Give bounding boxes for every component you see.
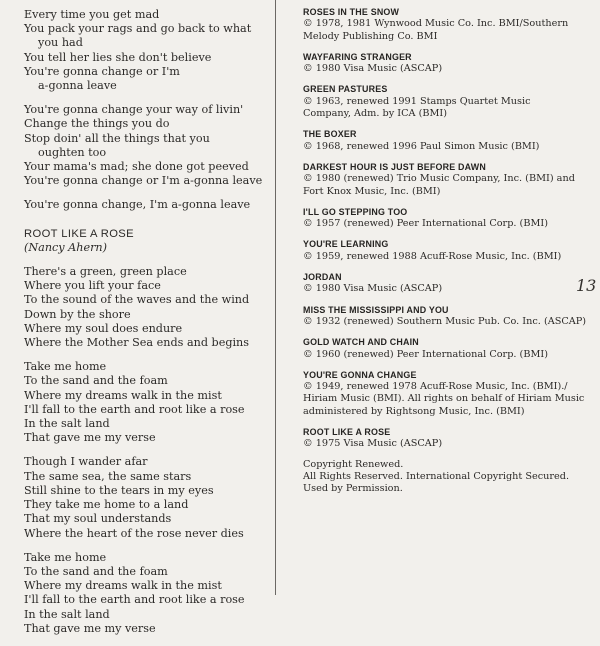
lyric-line: I'll fall to the earth and root like a rose bbox=[24, 402, 245, 416]
stanza bbox=[24, 360, 274, 445]
credit-line: © 1963, renewed 1991 Stamps Quartet Music bbox=[303, 95, 531, 107]
credit-title: ROOT LIKE A ROSE bbox=[303, 427, 391, 438]
stanza bbox=[24, 8, 274, 93]
credit-entry bbox=[303, 83, 585, 120]
lyric-line: Where my dreams walk in the mist bbox=[24, 579, 222, 593]
credit-line: © 1960 (renewed) Peer International Corp. (BMI) bbox=[303, 348, 548, 360]
credit-line: Melody Publishing Co. BMI bbox=[303, 30, 438, 42]
lyric-line: You tell her lies she don't believe bbox=[24, 50, 212, 64]
credit-entry bbox=[303, 161, 585, 198]
lyric-line: a-gonna leave bbox=[38, 79, 117, 93]
credit-line: Hiriam Music (BMI). All rights on behalf of Hiriam Music bbox=[303, 393, 585, 405]
song-title: ROOT LIKE A ROSE bbox=[24, 227, 135, 240]
credit-line: © 1932 (renewed) Southern Music Pub. Co. Inc. (ASCAP) bbox=[303, 315, 587, 327]
credit-title: YOU'RE LEARNING bbox=[303, 239, 389, 250]
credit-entry bbox=[303, 336, 585, 361]
lyric-line: You're gonna change, I'm a-gonna leave bbox=[24, 198, 251, 212]
lyric-line: You're gonna change your way of livin' bbox=[24, 103, 244, 117]
lyric-line: Stop doin' all the things that you bbox=[24, 131, 210, 145]
credits-list bbox=[303, 6, 585, 451]
lyric-line: you had bbox=[38, 36, 83, 50]
lyric-line: Take me home bbox=[24, 550, 107, 564]
credit-title: GOLD WATCH AND CHAIN bbox=[303, 337, 419, 348]
credit-line: © 1968, renewed 1996 Paul Simon Music (BMI) bbox=[303, 140, 540, 152]
copyright-line: All Rights Reserved. International Copyright Secured. bbox=[303, 470, 570, 482]
credit-title: ROSES IN THE SNOW bbox=[303, 7, 400, 17]
credit-entry bbox=[303, 128, 585, 153]
column-divider bbox=[275, 0, 276, 595]
credit-line: © 1959, renewed 1988 Acuff-Rose Music, Inc. (BMI) bbox=[303, 250, 562, 262]
stanza bbox=[24, 455, 274, 540]
lyric-line: They take me home to a land bbox=[24, 498, 189, 512]
lyric-line: In the salt land bbox=[24, 607, 110, 621]
lyric-line: Your mama's mad; she done got peeved bbox=[24, 160, 249, 174]
credit-title: JORDAN bbox=[303, 272, 342, 283]
credit-entry bbox=[303, 426, 585, 451]
lyric-line: Where my dreams walk in the mist bbox=[24, 388, 222, 402]
credit-title: WAYFARING STRANGER bbox=[303, 51, 412, 62]
credit-title: THE BOXER bbox=[303, 129, 357, 140]
credit-line: © 1980 Visa Music (ASCAP) bbox=[303, 283, 443, 295]
lyric-line: Where the heart of the rose never dies bbox=[24, 526, 244, 540]
lyric-line: I'll fall to the earth and root like a rose bbox=[24, 593, 245, 607]
lyric-line: That gave me my verse bbox=[24, 621, 156, 635]
credit-entry bbox=[303, 6, 585, 43]
lyric-line: Down by the shore bbox=[24, 307, 131, 321]
credit-line: © 1975 Visa Music (ASCAP) bbox=[303, 438, 443, 450]
copyright-note bbox=[303, 459, 585, 496]
lyric-line: Where my soul does endure bbox=[24, 321, 183, 335]
credit-line: © 1980 (renewed) Trio Music Company, Inc. (BMI) and bbox=[303, 173, 575, 185]
lyric-line: Change the things you do bbox=[24, 117, 170, 131]
lyric-line: You're gonna change or I'm a-gonna leave bbox=[24, 174, 263, 188]
lyric-line: In the salt land bbox=[24, 417, 110, 431]
credit-line: Fort Knox Music, Inc. (BMI) bbox=[303, 185, 441, 197]
credit-title: I'LL GO STEPPING TOO bbox=[303, 206, 408, 217]
lyric-line: Where the Mother Sea ends and begins bbox=[24, 336, 250, 350]
lyric-line: oughten too bbox=[38, 145, 107, 159]
lyric-line: Though I wander afar bbox=[24, 455, 148, 469]
credit-entry bbox=[303, 304, 585, 329]
lyric-line: To the sand and the foam bbox=[24, 564, 168, 578]
lyric-line: Where you lift your face bbox=[24, 279, 161, 293]
song-author: (Nancy Ahern) bbox=[24, 240, 107, 254]
page-number: 13 bbox=[576, 276, 597, 295]
credits-column bbox=[303, 6, 585, 496]
lyric-line: Take me home bbox=[24, 360, 107, 374]
lyric-line: That gave me my verse bbox=[24, 431, 156, 445]
credit-line: © 1957 (renewed) Peer International Corp. (BMI) bbox=[303, 218, 548, 230]
credit-title: DARKEST HOUR IS JUST BEFORE DAWN bbox=[303, 161, 486, 172]
copyright-line: Used by Permission. bbox=[303, 483, 403, 495]
stanza bbox=[24, 265, 274, 350]
credit-title: MISS THE MISSISSIPPI AND YOU bbox=[303, 304, 449, 315]
stanza bbox=[24, 198, 274, 212]
credit-entry bbox=[303, 369, 585, 418]
credit-entry bbox=[303, 206, 585, 231]
lyrics-column bbox=[24, 8, 274, 646]
credit-line: Company, Adm. by ICA (BMI) bbox=[303, 108, 448, 120]
lyrics-continuation bbox=[24, 8, 274, 213]
stanza bbox=[24, 103, 274, 188]
stanza bbox=[24, 551, 274, 636]
credit-entry bbox=[303, 271, 585, 296]
lyric-line: To the sand and the foam bbox=[24, 374, 168, 388]
credit-title: YOU'RE GONNA CHANGE bbox=[303, 369, 417, 380]
song-lyrics bbox=[24, 265, 274, 636]
credit-entry bbox=[303, 51, 585, 76]
lyric-line: You pack your rags and go back to what bbox=[24, 22, 252, 36]
lyric-line: To the sound of the waves and the wind bbox=[24, 293, 250, 307]
credit-line: administered by Rightsong Music, Inc. (BMI) bbox=[303, 405, 525, 417]
lyric-line: There's a green, green place bbox=[24, 265, 187, 279]
lyric-line: That my soul understands bbox=[24, 512, 172, 526]
credit-line: © 1980 Visa Music (ASCAP) bbox=[303, 63, 443, 75]
credit-entry bbox=[303, 238, 585, 263]
copyright-line: Copyright Renewed. bbox=[303, 458, 404, 470]
lyric-line: Still shine to the tears in my eyes bbox=[24, 483, 214, 497]
credit-line: © 1949, renewed 1978 Acuff-Rose Music, Inc. (BMI)./ bbox=[303, 381, 568, 393]
credit-title: GREEN PASTURES bbox=[303, 84, 388, 95]
lyric-line: The same sea, the same stars bbox=[24, 469, 192, 483]
credit-line: © 1978, 1981 Wynwood Music Co. Inc. BMI/Southern bbox=[303, 18, 569, 30]
lyric-line: You're gonna change or I'm bbox=[24, 64, 180, 78]
lyric-line: Every time you get mad bbox=[24, 8, 160, 21]
